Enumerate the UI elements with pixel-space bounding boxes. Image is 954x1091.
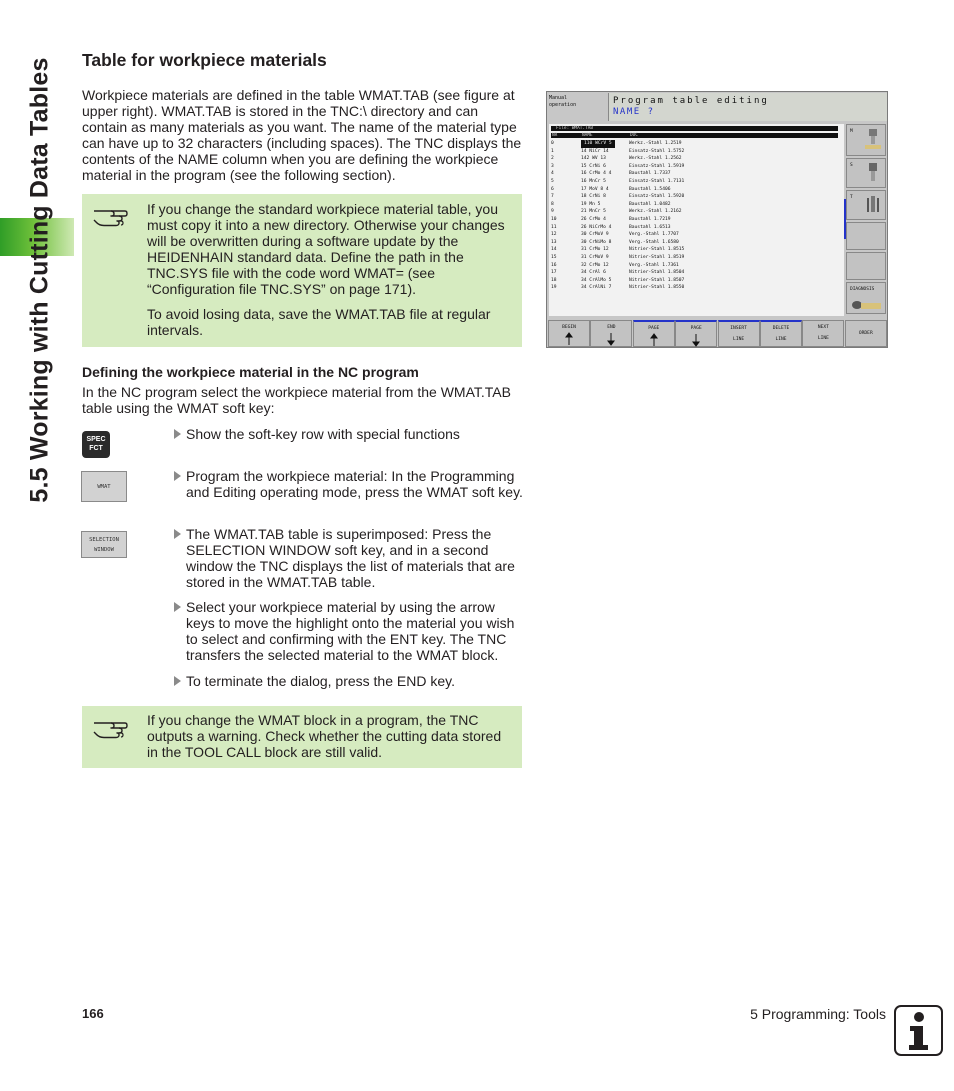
table-cell: 16 CrMo 4 4 [581,171,612,177]
table-cell: 30 CrNiMo 8 [581,239,612,245]
arrow-down-icon [691,333,701,347]
table-cell: 31 CrMoV 9 [581,254,609,260]
softkey-blank [846,252,886,280]
table-cell: 18 [551,277,557,283]
program-mode-header [608,93,887,121]
step-text: Show the soft-key row with special functions [186,426,460,442]
softkey-label: LINE [733,337,745,342]
softkey-label: PAGE [690,326,702,331]
softkey-label: LINE [775,337,787,342]
softkey-page-up [633,320,675,347]
table-cell: 14 NiCr 14 [581,148,609,154]
table-cell: Verg.-Stahl 1.6580 [629,239,679,245]
table-cell: 10 [551,216,557,222]
material-table [549,124,844,316]
table-cell: Nitrier-Stahl 1.8550 [629,285,685,291]
table-cell: Baustahl 1.7337 [629,171,671,177]
table-cell: 8 [551,201,554,207]
spindle-speed-icon [865,162,881,184]
spindle-icon [865,128,881,150]
table-cell: Baustahl 1.7219 [629,216,671,222]
softkey-label: NEXT [817,325,829,330]
softkey-label: PAGE [648,326,660,331]
horizontal-softkey-row [548,320,887,347]
table-cell: 9 [551,209,554,215]
softkey-blank [846,222,886,250]
column-header: NAME [582,133,593,138]
table-cell: 12 [551,232,557,238]
softkey-label: LINE [817,336,829,341]
table-cell: Baustahl 1.0482 [629,201,671,207]
table-cell: 34 CrAlMo 5 [581,277,612,283]
table-cell: 30 CrMoV 9 [581,232,609,238]
table-cell: 17 MoV 8 4 [581,186,609,192]
subsection-heading: Defining the workpiece material in the NC program [82,364,419,380]
step-text: The WMAT.TAB table is superimposed: Press the SELECTION WINDOW soft key, and in a second window the TNC displays the list of materials that are stored in the WMAT.TAB table. [186,526,515,590]
key-label: SELECTION [89,537,119,543]
table-cell: 1 [551,148,554,154]
table-cell: 6 [551,186,554,192]
key-label: FCT [89,445,103,452]
step-item [172,468,524,500]
table-cell: 32 CrMo 12 [581,262,609,268]
softkey-label: BEGIN [562,325,576,330]
arrow-up-icon [649,333,659,347]
table-cell: 26 NiCrMo 4 [581,224,612,230]
softkey-insert [718,320,760,347]
note-box-copy-table [82,194,522,347]
chapter-label: 5 Programming: Tools [750,1006,886,1022]
step-text: Select your workpiece material by using the arrow keys to move the highlight onto the material you wish to select and confirming with the ENT key. The TNC transfers the selected material to the WMAT block. [186,599,515,663]
step-item [172,426,524,442]
softkey-m [846,124,886,156]
table-cell: 11 [551,224,557,230]
table-cell: Werkz.-Stahl 1.2162 [629,209,682,215]
table-header [551,133,838,138]
table-cell: Werkz.-Stahl 1.2562 [629,156,682,162]
table-cell: 19 Mn 5 [581,201,601,207]
softkey-label: S [850,163,853,168]
table-cell: 110 WCrV 5 [581,140,615,148]
dialog-prompt: NAME ? [613,107,655,117]
mode-line: Manual [549,95,568,101]
info-icon [894,1005,943,1056]
table-cell: Einsatz-Stahl 1.5920 [629,194,685,200]
table-cell: 34 CrAl 6 [581,270,606,276]
softkey-label: DIAGNOSIS [850,287,875,292]
triangle-bullet-icon [174,471,181,481]
softkey-label: DELETE [772,326,790,331]
mode-line: operation [549,102,577,108]
page-number: 166 [82,1006,104,1021]
table-cell: 21 MnCr 5 [581,209,606,215]
tool-icon [865,194,881,216]
table-cell: 34 CrAlNi 7 [581,285,612,291]
note-text: If you change the WMAT block in a program, the TNC outputs a warning. Check whether the cutting data stored in the TOOL CALL block are still valid. [147,712,502,760]
table-cell: Einsatz-Stahl 1.5752 [629,148,685,154]
arrow-up-icon [564,332,574,346]
table-cell: 7 [551,194,554,200]
table-cell: Nitrier-Stahl 1.8519 [629,254,685,260]
note-text: If you change the standard workpiece material table, you must copy it into a new directory. Otherwise your changes will be overwritten during a software update by the HEIDENHAIN standard data. Define the path in the TNC.SYS file with the code word WMAT= (see “Configuration file TNC.SYS” on page 171). [147,201,505,297]
wmat-softkey: WMAT [81,471,127,502]
key-label: SPEC [86,436,106,443]
softkey-delete [760,320,802,347]
table-cell: 3 [551,163,554,169]
table-cell: Baustahl 1.5406 [629,186,671,192]
table-cell: Werkz.-Stahl 1.2519 [629,141,682,146]
section-heading: Table for workpiece materials [82,50,327,70]
diagnosis-icon [851,295,883,311]
triangle-bullet-icon [174,429,181,439]
softkey-label: T [850,195,853,200]
table-cell: Nitrier-Stahl 1.8504 [629,270,685,276]
note-text: To avoid losing data, save the WMAT.TAB file at regular intervals. [147,306,491,338]
table-cell: 16 MnCr 5 [581,178,606,184]
step-item [172,673,524,689]
file-name-bar: File: WMAT.TAB [551,126,838,131]
softkey-begin-up [548,320,590,347]
side-title [14,30,66,530]
table-cell: 16 [551,262,557,268]
spec-fct-key [82,431,110,458]
hand-pointer-icon [92,714,128,740]
table-cell: Nitrier-Stahl 1.8507 [629,277,685,283]
table-cell: Baustahl 1.6513 [629,224,671,230]
column-header: DOC [630,133,638,138]
step-text: Program the workpiece material: In the Programming and Editing operating mode, press the WMAT soft key. [186,468,523,500]
softkey-diagnosis [846,282,886,314]
softkey-label: M [850,129,853,134]
softkey-label: ORDER [858,331,873,336]
table-cell: 15 CrNi 6 [581,163,606,169]
table-cell: 0 [551,141,554,146]
softkey-s [846,158,886,188]
softkey-end-down [590,320,632,347]
table-cell: 15 [551,254,557,260]
table-cell: Einsatz-Stahl 1.5919 [629,163,685,169]
table-cell: 31 CrMo 12 [581,247,609,253]
triangle-bullet-icon [174,529,181,539]
table-cell: 2 [551,156,554,162]
table-cell: 17 [551,270,557,276]
softkey-order [845,320,887,347]
table-cell: 18 CrNi 8 [581,194,606,200]
table-cell: 26 CrMo 4 [581,216,606,222]
table-cell: 142 WV 13 [581,156,606,162]
triangle-bullet-icon [174,602,181,612]
triangle-bullet-icon [174,676,181,686]
program-mode-title: Program table editing [613,96,769,106]
step-item [172,599,524,663]
operating-mode-label [549,95,607,119]
key-label: WINDOW [94,547,114,553]
table-cell: 4 [551,171,554,177]
softkey-page-down [675,320,717,347]
table-cell: 5 [551,178,554,184]
table-cell: 13 [551,239,557,245]
selection-window-softkey [81,531,127,558]
table-cell: Nitrier-Stahl 1.8515 [629,247,685,253]
column-header: NR [552,133,558,138]
side-title-text: 5.5 Working with Cutting Data Tables [25,57,54,503]
intro-paragraph: Workpiece materials are defined in the table WMAT.TAB (see figure at upper right). WMAT.TAB is stored in the TNC:\ directory and can contain as many materials as you want. The name of the material type can have up to 32 characters (including spaces). The TNC displays the contents of the NAME column when you are defining the workpiece material in the program (see the following section). [82,87,522,183]
table-cell: Einsatz-Stahl 1.7131 [629,178,685,184]
tnc-screen-figure [546,91,888,348]
table-cell: 14 [551,247,557,253]
table-cell: Verg.-Stahl 1.7707 [629,232,679,238]
softkey-label: END [607,325,616,330]
softkey-label: INSERT [730,326,747,331]
subsection-paragraph: In the NC program select the workpiece material from the WMAT.TAB table using the WMAT soft key: [82,384,511,416]
step-item [172,526,524,590]
step-text: To terminate the dialog, press the END key. [186,673,455,689]
note-box-wmat-warning [82,706,522,768]
hand-pointer-icon [92,202,128,228]
table-cell: Verg.-Stahl 1.7361 [629,262,679,268]
softkey-t [846,190,886,220]
softkey-next [802,320,844,347]
table-cell: 19 [551,285,557,291]
arrow-down-icon [606,332,616,346]
